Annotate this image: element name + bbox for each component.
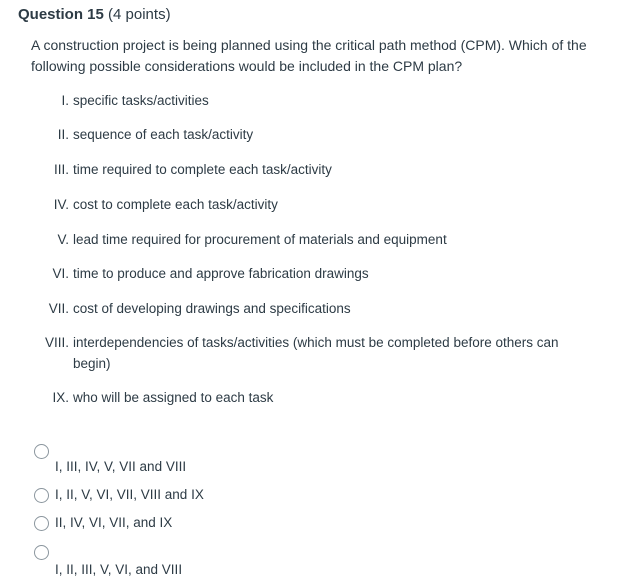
list-item [0,332,568,374]
list-item [0,387,568,408]
list-item-number: VIII. [44,335,69,350]
list-item-number: II. [57,127,69,142]
question-header [18,6,171,23]
list-item-text: cost of developing drawings and specifications [73,301,351,316]
list-item [0,194,568,215]
answer-label-4[interactable]: I, II, III, V, VI, and VIII [55,562,183,577]
list-item-number: V. [57,232,69,247]
answer-radio-4[interactable] [34,545,49,560]
list-item-text: time to produce and approve fabrication drawings [73,266,369,281]
list-item-text: interdependencies of tasks/activities (which must be completed before others can begin) [73,335,559,371]
list-item-text: lead time required for procurement of materials and equipment [73,232,447,247]
list-item-text: who will be assigned to each task [73,390,274,405]
list-item-number: III. [53,162,69,177]
answer-radio-3[interactable] [34,516,49,531]
list-item [0,298,568,319]
list-item-text: sequence of each task/activity [73,127,254,142]
question-number: Question 15 [18,6,104,23]
question-points: (4 points) [108,6,171,23]
list-item-number: VI. [52,266,69,281]
list-item [0,159,568,180]
list-item [0,229,568,250]
answer-radio-1[interactable] [34,444,49,459]
list-item-number: VII. [48,301,69,316]
list-item [0,124,568,145]
answer-label-3[interactable]: II, IV, VI, VII, and IX [55,515,173,530]
question-text: A construction project is being planned using the critical path method (CPM). Which of the following possible considerations would be included in the CPM plan? [31,37,587,74]
list-item-text: time required to complete each task/activity [73,162,332,177]
list-item-number: IV. [53,197,69,212]
list-item-text: cost to complete each task/activity [73,197,278,212]
list-item-text: specific tasks/activities [73,93,209,108]
list-item-number: I. [61,93,69,108]
list-item-number: IX. [52,390,69,405]
answer-radio-2[interactable] [34,488,49,503]
list-item [0,263,568,284]
answer-label-2[interactable]: I, II, V, VI, VII, VIII and IX [55,487,204,502]
answer-label-1[interactable]: I, III, IV, V, VII and VIII [55,459,187,474]
list-item [0,90,568,111]
